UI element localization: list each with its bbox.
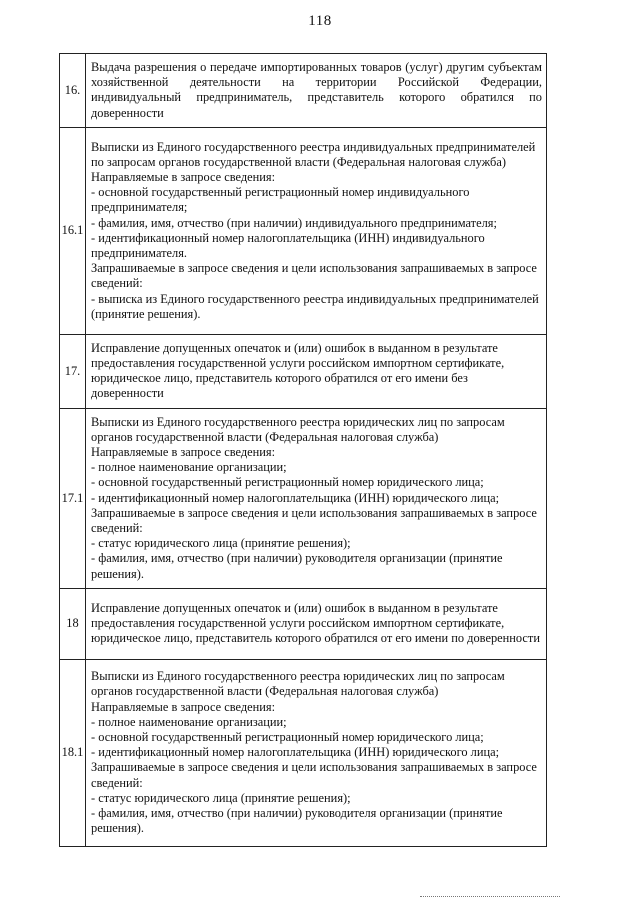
row-number: 17.1 [60, 408, 86, 588]
row-number: 18.1 [60, 659, 86, 846]
services-table [59, 53, 547, 847]
row-line: Запрашиваемые в запросе сведения и цели использования запрашиваемых в запросе сведений: [91, 760, 537, 790]
table-row-17 [60, 334, 547, 408]
row-line: Направляемые в запросе сведения: [91, 699, 276, 714]
row-number: 16. [60, 54, 86, 128]
row-line: - фамилия, имя, отчество (при наличии) индивидуального предпринимателя; [91, 215, 497, 230]
row-line: - основной государственный регистрационный номер индивидуального предпринимателя; [91, 185, 470, 215]
row-line: - основной государственный регистрационный номер юридического лица; [91, 730, 484, 745]
row-line: - идентификационный номер налогоплательщика (ИНН) юридического лица; [91, 490, 500, 505]
scan-artifact-line [420, 896, 560, 899]
row-text [86, 54, 547, 128]
row-number: 16.1 [60, 127, 86, 334]
row-line: - фамилия, имя, отчество (при наличии) руководителя организации (принятие решения). [91, 806, 503, 836]
row-number: 18 [60, 588, 86, 659]
row-text [86, 334, 547, 408]
row-text [86, 408, 547, 588]
row-text [86, 588, 547, 659]
row-line: - статус юридического лица (принятие решения); [91, 790, 351, 805]
row-line: Выписки из Единого государственного реестра индивидуальных предпринимателей по запросам органов государственной власти (Федеральная налоговая служба) [91, 139, 536, 169]
row-line: - полное наименование организации; [91, 714, 287, 729]
row-text [86, 659, 547, 846]
table-row-17-1 [60, 408, 547, 588]
row-line: - идентификационный номер налогоплательщика (ИНН) индивидуального предпринимателя. [91, 230, 485, 261]
row-line: - статус юридического лица (принятие решения); [91, 536, 351, 551]
table-row-18 [60, 588, 547, 659]
row-line: Запрашиваемые в запросе сведения и цели использования запрашиваемых в запросе сведений: [91, 261, 537, 291]
row-line: Исправление допущенных опечаток и (или) ошибок в выданном в результате предоставления государственной услуги российском импортном сертификате, юридическое лицо, представитель которого обратился от его имени без доверенности [91, 340, 505, 401]
row-line: Запрашиваемые в запросе сведения и цели использования запрашиваемых в запросе сведений: [91, 505, 537, 536]
row-line: Исправление допущенных опечаток и (или) ошибок в выданном в результате предоставления государственной услуги российском импортном сертификате, юридическое лицо, представитель которого обратился от его имени по доверенности [91, 601, 540, 646]
row-number: 17. [60, 334, 86, 408]
row-text [86, 127, 547, 334]
table-row-18-1 [60, 659, 547, 846]
page-number: 118 [308, 13, 332, 29]
row-line: - фамилия, имя, отчество (при наличии) руководителя организации (принятие решения). [91, 551, 503, 581]
row-line: - идентификационный номер налогоплательщика (ИНН) юридического лица; [91, 745, 500, 760]
row-line: - полное наименование организации; [91, 460, 287, 475]
table-row-16-1 [60, 127, 547, 334]
table-row-16 [60, 54, 547, 128]
row-line: Направляемые в запросе сведения: [91, 170, 276, 184]
row-line: Выписки из Единого государственного реестра юридических лиц по запросам органов государственной власти (Федеральная налоговая служба) [91, 669, 505, 699]
row-line: Выдача разрешения о передаче импортированных товаров (услуг) другим субъектам хозяйственной деятельности на территории Российской Федерации, индивидуальный предприниматель, представитель которого обратился по доверенности [91, 60, 542, 120]
row-line: - основной государственный регистрационный номер юридического лица; [91, 475, 484, 490]
row-line: Направляемые в запросе сведения: [91, 445, 276, 460]
row-line: - выписка из Единого государственного реестра индивидуальных предпринимателей (принятие решения). [91, 291, 539, 321]
row-line: Выписки из Единого государственного реестра юридических лиц по запросам органов государственной власти (Федеральная налоговая служба) [91, 414, 505, 444]
